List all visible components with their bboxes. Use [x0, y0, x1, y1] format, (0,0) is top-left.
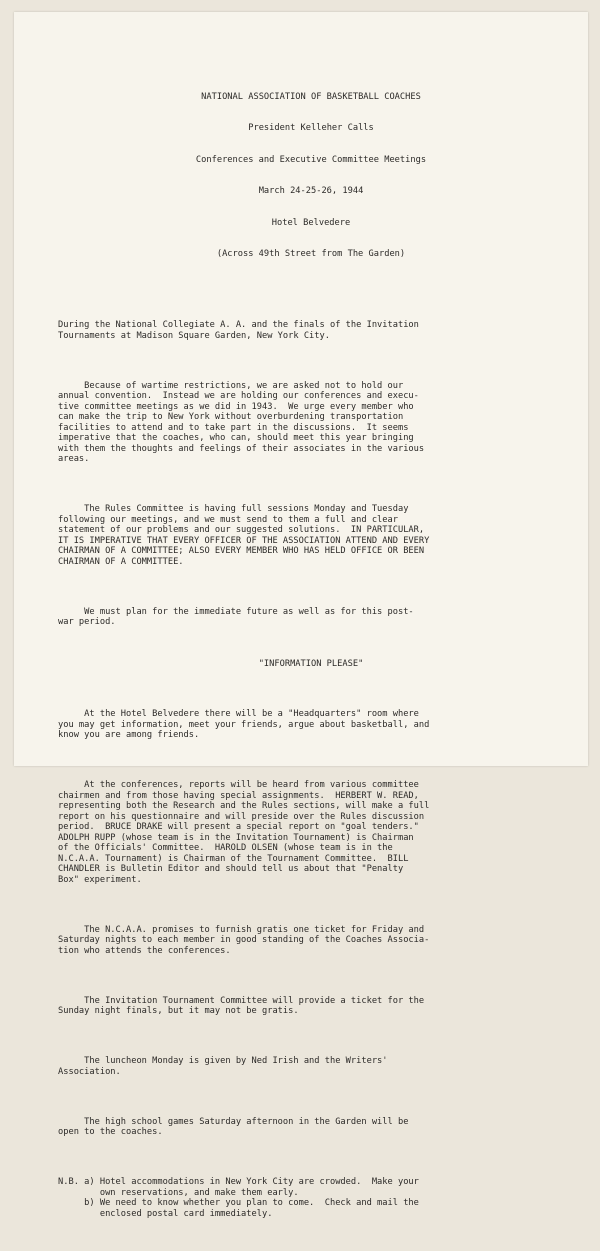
text-line: The high school games Saturday afternoon in the Garden will be — [58, 1116, 409, 1127]
text-line: can make the trip to New York without overburdening transportation — [58, 412, 404, 422]
paragraph-plan — [58, 607, 564, 628]
text-line: know you are among friends. — [58, 730, 200, 740]
paragraph-ncaa-tickets — [58, 925, 564, 957]
letter-heading — [58, 71, 564, 281]
intro-paragraph — [58, 320, 564, 341]
paragraph-reports — [58, 780, 564, 885]
text-line: N.B. a) Hotel accommodations in New York City are crowded. Make your — [58, 1177, 419, 1187]
heading-line: NATIONAL ASSOCIATION OF BASKETBALL COACHES — [201, 91, 421, 102]
text-line: Tournaments at Madison Square Garden, New York City. — [58, 330, 330, 341]
text-line: open to the coaches. — [58, 1127, 163, 1137]
document-body — [58, 39, 564, 1251]
text-line: statement of our problems and our suggested solutions. IN PARTICULAR, — [58, 525, 425, 535]
text-line: facilities to attend and to take part in the discussions. It seems — [58, 422, 409, 433]
heading-line: Hotel Belvedere — [271, 217, 351, 228]
nota-bene — [58, 1177, 564, 1219]
text-line: IT IS IMPERATIVE THAT EVERY OFFICER OF THE ASSOCIATION ATTEND AND EVERY — [58, 535, 430, 546]
heading-line: (Across 49th Street from The Garden) — [216, 249, 406, 259]
paragraph-luncheon — [58, 1056, 564, 1077]
text-line: period. BRUCE DRAKE will present a special report on "goal tenders." — [58, 822, 419, 832]
text-line: of the Officials' Committee. HAROLD OLSEN (whose team is in the — [58, 843, 393, 853]
paragraph-rules-committee — [58, 504, 564, 567]
text-line: ADOLPH RUPP (whose team is in the Invitation Tournament) is Chairman — [58, 832, 414, 843]
text-line: N.C.A.A. Tournament) is Chairman of the Tournament Committee. BILL — [58, 853, 409, 864]
text-line: imperative that the coaches, who can, should meet this year bringing — [58, 433, 414, 443]
text-line: At the Hotel Belvedere there will be a "Headquarters" room where — [58, 709, 419, 719]
heading-line: Conferences and Executive Committee Meetings — [195, 154, 427, 165]
text-line: The luncheon Monday is given by Ned Irish and the Writers' — [58, 1056, 388, 1066]
heading-line: President Kelleher Calls — [248, 123, 374, 133]
text-line: own reservations, and make them early. — [58, 1187, 299, 1198]
text-line: CHAIRMAN OF A COMMITTEE. — [58, 556, 184, 567]
text-line: you may get information, meet your friends, argue about basketball, and — [58, 719, 430, 730]
text-line: report on his questionnaire and will preside over the Rules discussion — [58, 811, 425, 822]
text-line: Box" experiment. — [58, 874, 142, 885]
text-line: areas. — [58, 454, 90, 464]
text-line: annual convention. Instead we are holding our conferences and execu- — [58, 391, 419, 401]
text-line: following our meetings, and we must send to them a full and clear — [58, 514, 398, 525]
text-line: Saturday nights to each member in good standing of the Coaches Associa- — [58, 935, 430, 945]
text-line: representing both the Research and the Rules sections, will make a full — [58, 801, 430, 811]
text-line: Sunday night finals, but it may not be gratis. — [58, 1006, 299, 1016]
text-line: The Invitation Tournament Committee will provide a ticket for the — [58, 995, 425, 1006]
document-page — [14, 12, 588, 1219]
text-line: We must plan for the immediate future as well as for this post- — [58, 606, 414, 617]
text-line: CHAIRMAN OF A COMMITTEE; ALSO EVERY MEMBER WHO HAS HELD OFFICE OR BEEN — [58, 546, 425, 556]
paragraph-invitation-tickets — [58, 996, 564, 1017]
text-line: The N.C.A.A. promises to furnish gratis one ticket for Friday and — [58, 924, 425, 935]
text-line: b) We need to know whether you plan to come. Check and mail the — [58, 1198, 419, 1208]
text-line: war period. — [58, 617, 116, 627]
text-line: Because of wartime restrictions, we are asked not to hold our — [58, 380, 404, 391]
text-line: Association. — [58, 1066, 121, 1077]
heading-line: March 24-25-26, 1944 — [258, 186, 364, 196]
text-line: During the National Collegiate A. A. and the finals of the Invitation — [58, 320, 419, 330]
text-line: tion who attends the conferences. — [58, 945, 231, 956]
section-heading: "INFORMATION PLEASE" — [258, 659, 364, 669]
text-line: tive committee meetings as we did in 1943. We urge every member who — [58, 401, 414, 412]
paragraph-high-school — [58, 1117, 564, 1138]
text-line: with them the thoughts and feelings of their associates in the various — [58, 443, 425, 454]
paragraph-headquarters — [58, 709, 564, 741]
text-line: CHANDLER is Bulletin Editor and should tell us about that "Penalty — [58, 864, 404, 874]
paragraph-wartime — [58, 381, 564, 465]
text-line: chairmen and from those having special assignments. HERBERT W. READ, — [58, 790, 419, 801]
text-line: enclosed postal card immediately. — [58, 1208, 273, 1219]
text-line: At the conferences, reports will be heard from various committee — [58, 780, 419, 790]
text-line: The Rules Committee is having full sessions Monday and Tuesday — [58, 504, 409, 514]
